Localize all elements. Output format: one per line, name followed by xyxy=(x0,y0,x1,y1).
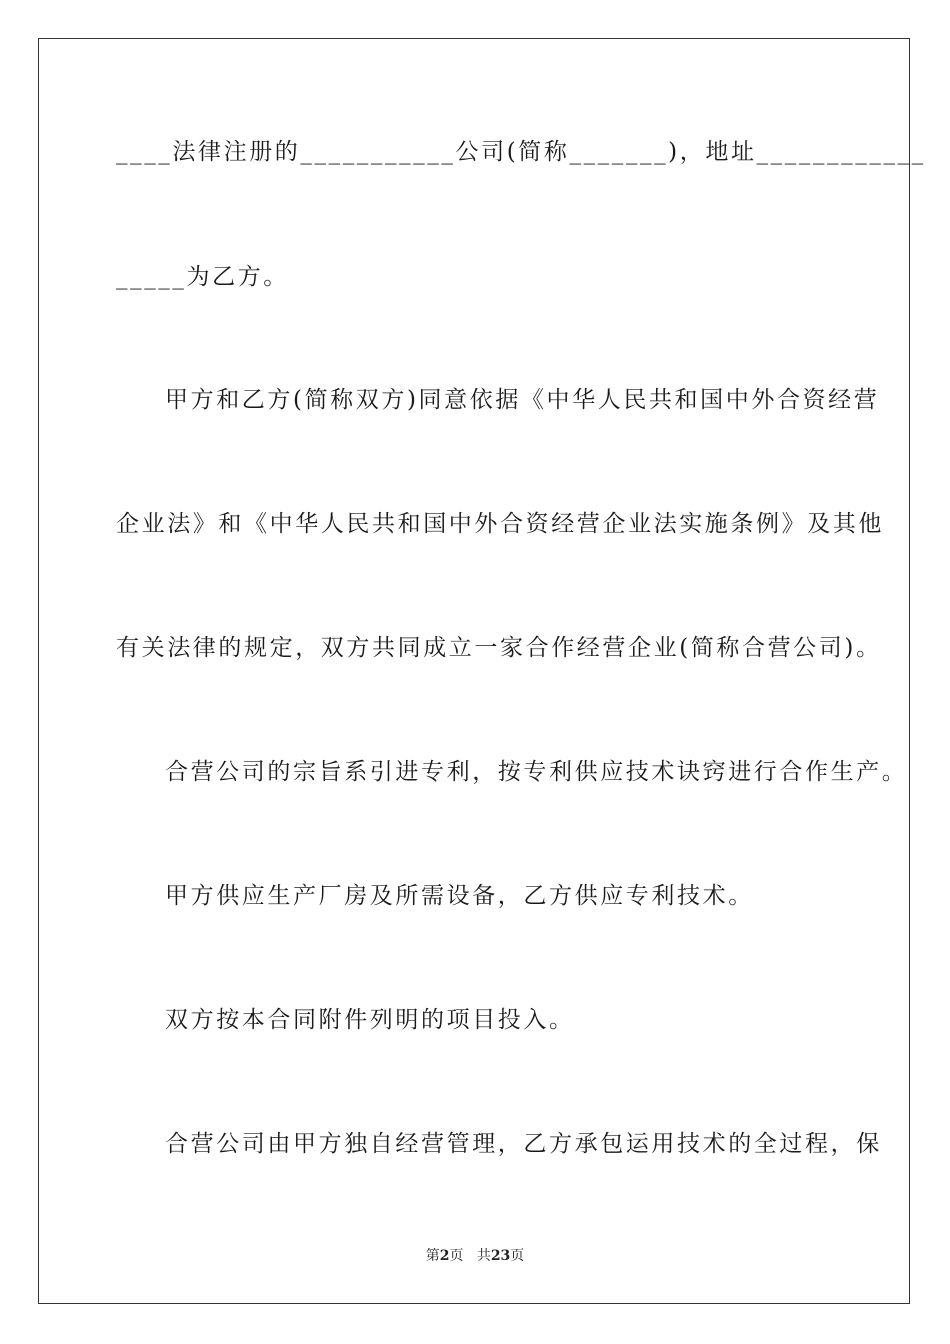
text-line-1: ____法律注册的___________公司(简称_______)，地址____________ xyxy=(116,139,926,165)
text-line-5: 有关法律的规定，双方共同成立一家合作经营企业(简称合营公司)。 xyxy=(116,635,882,661)
text-line-2: _____为乙方。 xyxy=(116,264,289,290)
text-line-7: 甲方供应生产厂房及所需设备，乙方供应专利技术。 xyxy=(165,883,754,909)
text-line-6: 合营公司的宗旨系引进专利，按专利供应技术诀窍进行合作生产。 xyxy=(165,759,908,785)
text-line-4: 企业法》和《中华人民共和国中外合资经营企业法实施条例》及其他 xyxy=(116,511,884,537)
page-prefix: 第 xyxy=(425,1248,440,1264)
page-border xyxy=(38,38,910,1304)
total-pages: 23 xyxy=(490,1248,511,1264)
page-footer xyxy=(0,1246,950,1266)
page-suffix: 页 xyxy=(449,1248,464,1264)
total-suffix: 页 xyxy=(510,1248,525,1264)
text-line-3: 甲方和乙方(简称双方)同意依据《中华人民共和国中外合资经营 xyxy=(165,387,880,413)
text-line-8: 双方按本合同附件列明的项目投入。 xyxy=(165,1007,575,1033)
page-number: 2 xyxy=(439,1248,450,1264)
total-prefix: 共 xyxy=(476,1248,491,1264)
text-line-9: 合营公司由甲方独自经营管理，乙方承包运用技术的全过程，保 xyxy=(165,1131,882,1157)
